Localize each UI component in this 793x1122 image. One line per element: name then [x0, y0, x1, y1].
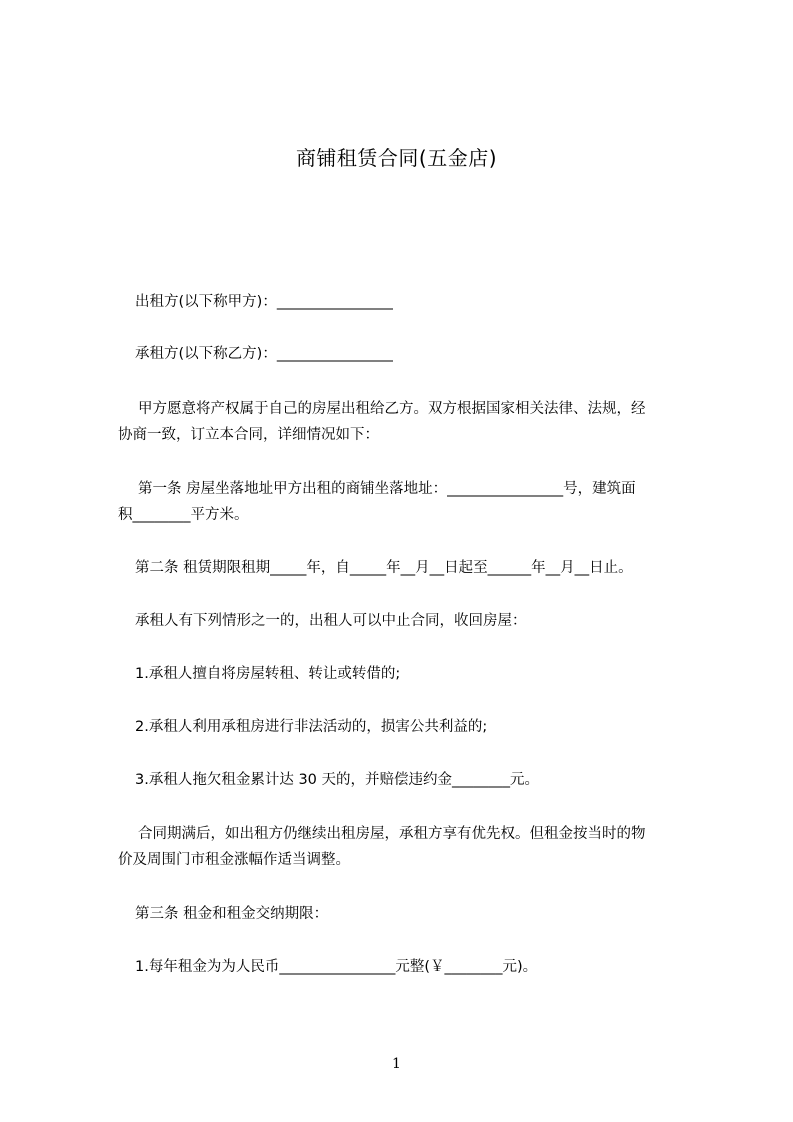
lessor-line: 出租方(以下称甲方)：________________ [135, 294, 393, 310]
renewal-line-2: 价及周围门市租金涨幅作适当调整。 [118, 852, 350, 868]
document-title: 商铺租赁合同(五金店) [295, 146, 498, 170]
lessee-line: 承租方(以下称乙方)：________________ [135, 346, 393, 362]
renewal-line-1: 合同期满后，如出租方仍继续出租房屋，承租方享有优先权。但租金按当时的物 [138, 826, 646, 842]
page-number: 1 [392, 1056, 401, 1072]
termination-item-3: 3.承租人拖欠租金累计达 30 天的，并赔偿违约金________元。 [135, 772, 540, 788]
rent-item-1: 1.每年租金为为人民币________________元整(￥________元)。 [135, 959, 538, 975]
article-1-line-2: 积________平方米。 [118, 507, 249, 523]
termination-item-2: 2.承租人利用承租房进行非法活动的，损害公共利益的; [135, 719, 488, 735]
article-2-line: 第二条 租赁期限租期_____年，自_____年__月__日起至______年__月__日止。 [135, 560, 633, 576]
termination-item-1: 1.承租人擅自将房屋转租、转让或转借的; [135, 666, 401, 682]
termination-intro: 承租人有下列情形之一的，出租人可以中止合同，收回房屋： [135, 613, 527, 629]
intro-line-1: 甲方愿意将产权属于自己的房屋出租给乙方。双方根据国家相关法律、法规，经 [138, 401, 646, 417]
article-3-line: 第三条 租金和租金交纳期限： [135, 906, 329, 922]
article-1-line-1: 第一条 房屋坐落地址甲方出租的商铺坐落地址：________________号，建筑面 [138, 481, 636, 497]
intro-line-2: 协商一致，订立本合同，详细情况如下： [118, 427, 379, 443]
